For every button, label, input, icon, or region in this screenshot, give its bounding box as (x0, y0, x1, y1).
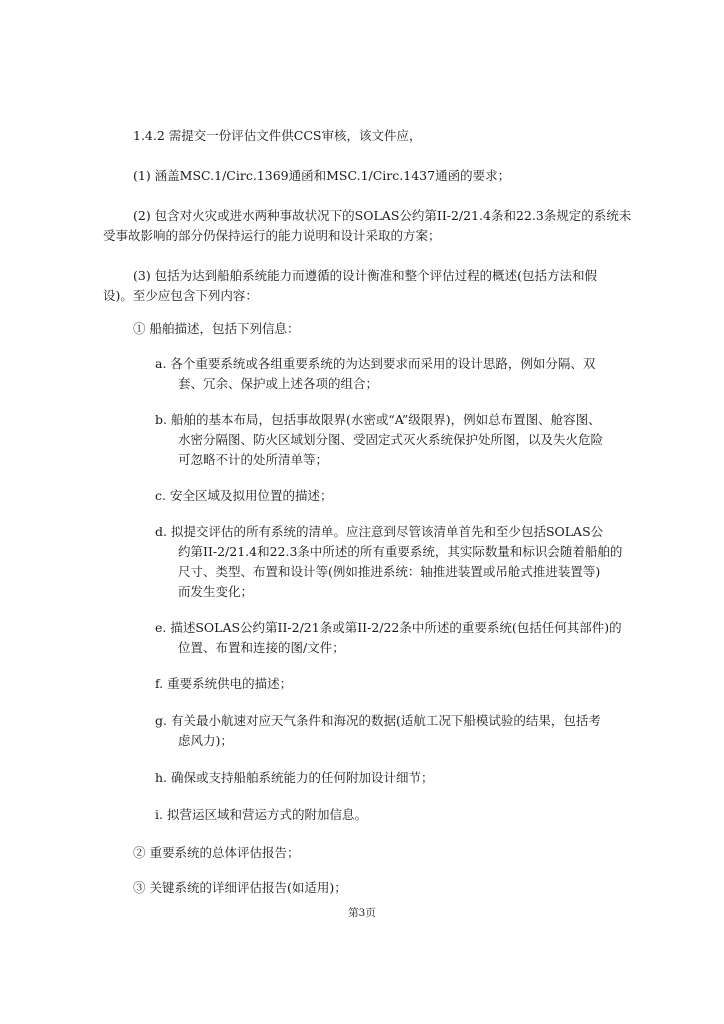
item-3-line-1: (3) 包括为达到船舶系统能力而遵循的设计衡准和整个评估过程的概述(包括方法和假 (133, 268, 598, 283)
sub-item-g-line-2: 虑风力)； (178, 733, 233, 748)
item-2-line-2: 受事故影响的部分仍保持运行的能力说明和设计采取的方案； (103, 228, 441, 243)
item-1: (1) 涵盖MSC.1/Circ.1369通函和MSC.1/Circ.1437通函的要求； (133, 168, 511, 183)
sub-item-d-line-2: 约第II-2/21.4和22.3条中所述的所有重要系统，其实际数量和标识会随着船舶的 (178, 544, 623, 559)
sub-item-d-line-4: 而发生变化； (178, 584, 254, 599)
sub-item-b-line-3: 可忽略不计的处所清单等； (178, 452, 329, 467)
circled-item-3: ③ 关键系统的详细评估报告(如适用)； (133, 880, 347, 895)
sub-item-e-line-2: 位置、布置和连接的图/文件； (178, 640, 345, 655)
sub-item-c: c. 安全区域及拟用位置的描述； (155, 488, 333, 503)
circled-item-2: ② 重要系统的总体评估报告； (133, 845, 300, 860)
sub-item-a-line-2: 套、冗余、保护或上述各项的组合； (178, 376, 379, 391)
sub-item-b-line-2: 水密分隔图、防火区域划分图、受固定式灭火系统保护处所图，以及失火危险 (178, 432, 604, 447)
sub-item-e-line-1: e. 描述SOLAS公约第II-2/21条或第II-2/22条中所述的重要系统(包括任何其部件)的 (155, 620, 622, 635)
item-3-line-2: 设)。至少应包含下列内容： (103, 288, 258, 303)
sub-item-i: i. 拟营运区域和营运方式的附加信息。 (155, 807, 367, 822)
section-heading: 1.4.2 需提交一份评估文件供CCS审核，该文件应， (133, 128, 422, 143)
page-number: 第3页 (348, 907, 376, 919)
sub-item-a-line-1: a. 各个重要系统或各组重要系统的为达到要求而采用的设计思路，例如分隔、双 (155, 356, 596, 371)
sub-item-b-line-1: b. 船舶的基本布局，包括事故限界(水密或“A”级限界)，例如总布置图、舱容图、 (155, 412, 601, 427)
sub-item-d-line-1: d. 拟提交评估的所有系统的清单。应注意到尽管该清单首先和至少包括SOLAS公 (155, 524, 604, 539)
item-2-line-1: (2) 包含对火灾或进水两种事故状况下的SOLAS公约第II-2/21.4条和22.3条规定的系统未 (133, 208, 632, 223)
sub-item-h: h. 确保或支持船舶系统能力的任何附加设计细节； (155, 770, 434, 785)
circled-item-1: ① 船舶描述，包括下列信息： (133, 321, 300, 336)
sub-item-g-line-1: g. 有关最小航速对应天气条件和海况的数据(适航工况下船模试验的结果，包括考 (155, 713, 601, 728)
sub-item-f: f. 重要系统供电的描述； (155, 676, 293, 691)
sub-item-d-line-3: 尺寸、类型、布置和设计等(例如推进系统：轴推进装置或吊舱式推进装置等) (178, 564, 601, 579)
